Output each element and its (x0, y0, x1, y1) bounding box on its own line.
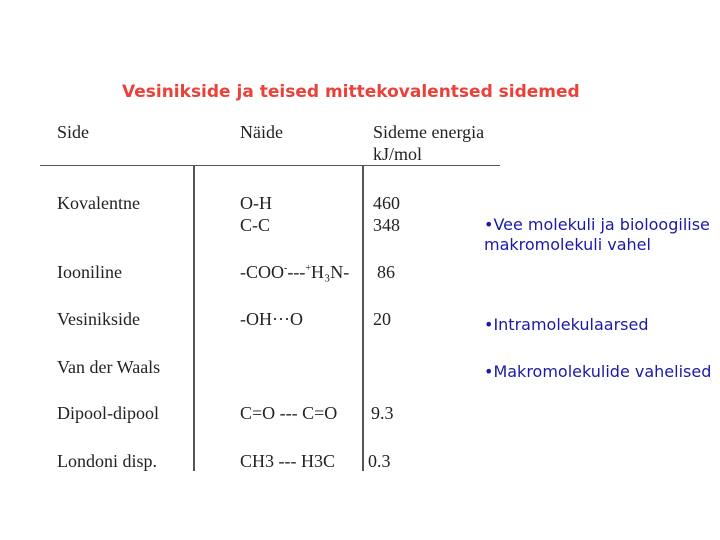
row-naide-oh: O-H (240, 193, 272, 213)
header-naide: Näide (240, 122, 283, 142)
row-energia-348: 348 (373, 215, 400, 235)
row-side-dipool: Dipool-dipool (57, 403, 159, 423)
bullet-item: •Vee molekuli ja bioloogilise makromolekuli vahel (484, 215, 710, 254)
row-naide-ionic: -COO----+H₃N- (240, 262, 350, 282)
row-side-vdw: Van der Waals (57, 357, 161, 377)
header-divider (40, 165, 500, 166)
row-energia-0-3: 0.3 (368, 451, 391, 471)
row-energia-460: 460 (373, 193, 400, 213)
column-divider-1 (193, 166, 195, 471)
column-divider-2 (362, 166, 364, 471)
row-naide-dipool: C=O --- C=O (240, 403, 338, 423)
row-naide-cc: C-C (240, 215, 271, 235)
row-side-londoni: Londoni disp. (57, 451, 158, 471)
row-energia-20: 20 (373, 309, 391, 329)
header-unit: kJ/mol (373, 144, 423, 164)
page-title: Vesinikside ja teised mittekovalentsed sidemed (122, 82, 580, 102)
row-side-vesinikside: Vesinikside (57, 309, 140, 329)
header-side: Side (57, 122, 90, 142)
bullet-item: •Makromolekulide vahelised (484, 362, 712, 381)
row-energia-86: 86 (377, 262, 395, 282)
bullet-item: •Intramolekulaarsed (484, 315, 649, 334)
header-energia: Sideme energia (373, 122, 485, 142)
row-energia-9-3: 9.3 (371, 403, 394, 423)
row-naide-londoni: CH3 --- H3C (240, 451, 335, 471)
row-side-iooniline: Iooniline (57, 262, 122, 282)
row-naide-hbond: -OH···O (240, 309, 303, 329)
row-side-kovalentne: Kovalentne (57, 193, 140, 213)
